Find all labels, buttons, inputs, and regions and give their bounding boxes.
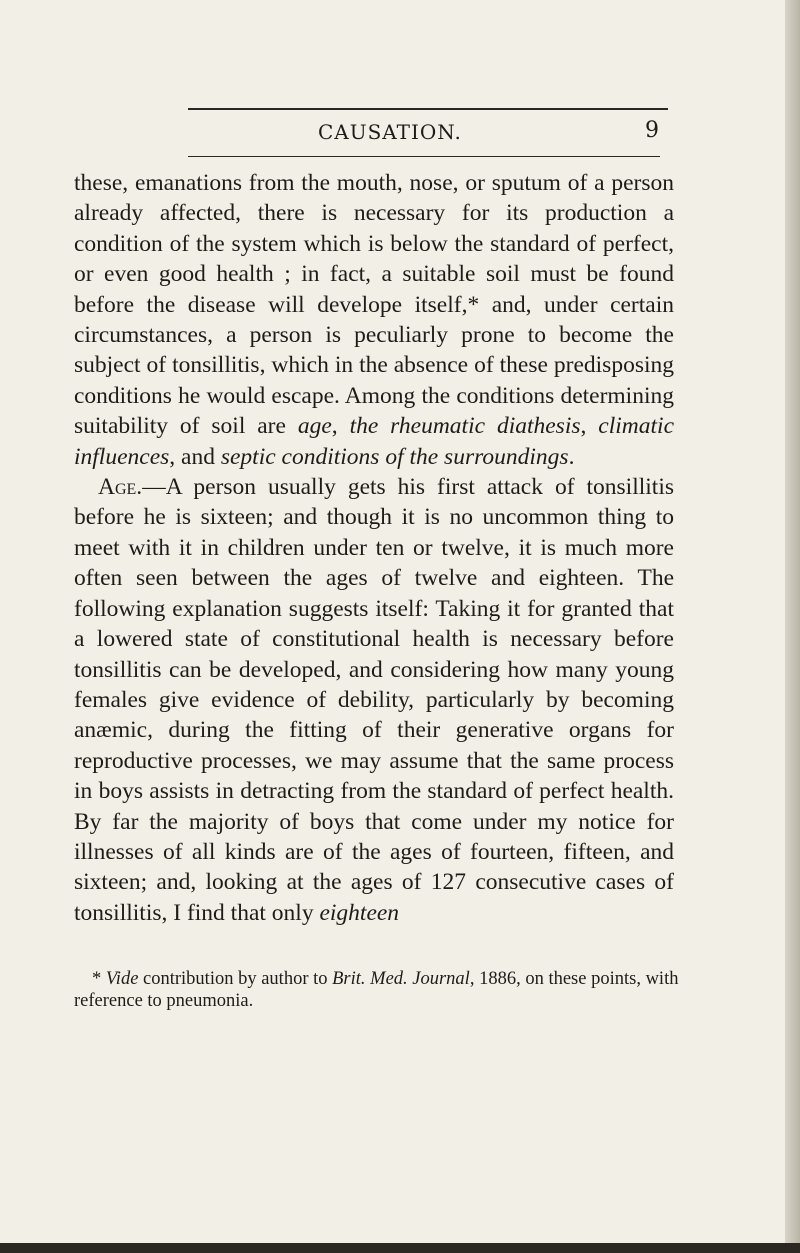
running-title: CAUSATION.	[318, 120, 462, 144]
scan-bottom-edge	[0, 1243, 800, 1253]
page-edge-shadow	[785, 0, 800, 1253]
text-run: ,	[580, 413, 599, 440]
section-heading-age: Age.	[98, 474, 143, 501]
text-run: , 1886, on these points, with reference to pneumonia.	[74, 968, 679, 1011]
italic-run: septic conditions of the surroundings	[220, 443, 569, 470]
italic-run: age	[297, 413, 332, 440]
italic-run: climatic influences	[74, 413, 674, 470]
text-run: , and	[169, 443, 221, 470]
header-underline-rule	[188, 156, 660, 157]
italic-run: Brit. Med. Journal	[332, 968, 470, 989]
paragraph-1	[74, 168, 674, 472]
body-text	[74, 168, 674, 928]
text-run: these, emanations from the mouth, nose, or sputum of a person already affected, there is necessary for its production a condition of the system which is below the standard of perfect, or even good health ; in fact, a suitable soil must be found before the disease will develope itself,* and, under certain circumstances, a person is peculiarly prone to become the subject of tonsillitis, which in the absence of these predisposing conditions he would escape. Among the conditions determining suitability of soil are	[74, 170, 674, 440]
text-run: ,	[331, 413, 350, 440]
italic-run: Vide	[105, 968, 139, 989]
italic-run: the rheumatic diathesis	[349, 413, 581, 440]
footnote-text	[74, 968, 682, 1012]
text-run: .	[568, 443, 575, 470]
text-run: contribution by author to	[138, 968, 333, 989]
header-top-rule	[188, 108, 668, 110]
footnote-mark: *	[92, 968, 102, 989]
page-number: 9	[645, 118, 659, 143]
footnote	[74, 949, 682, 1030]
italic-run: eighteen	[319, 899, 400, 926]
paragraph-2	[74, 472, 674, 928]
text-run: —A person usually gets his first attack of tonsillitis before he is sixteen; and though it is no uncommon thing to meet with it in children under ten or twelve, it is much more often seen between the ages of twelve and eighteen. The following explanation suggests itself: Taking it for granted that a lowered state of constitutional health is necessary before tonsillitis can be developed, and considering how many young females give evidence of debility, particularly by becoming anæmic, during the fitting of their generative organs for reproductive processes, we may assume that the same process in boys assists in detracting from the standard of perfect health. By far the majority of boys that come under my notice for illnesses of all kinds are of the ages of fourteen, fifteen, and sixteen; and, looking at the ages of 127 consecutive cases of tonsillitis, I find that only	[74, 474, 674, 926]
